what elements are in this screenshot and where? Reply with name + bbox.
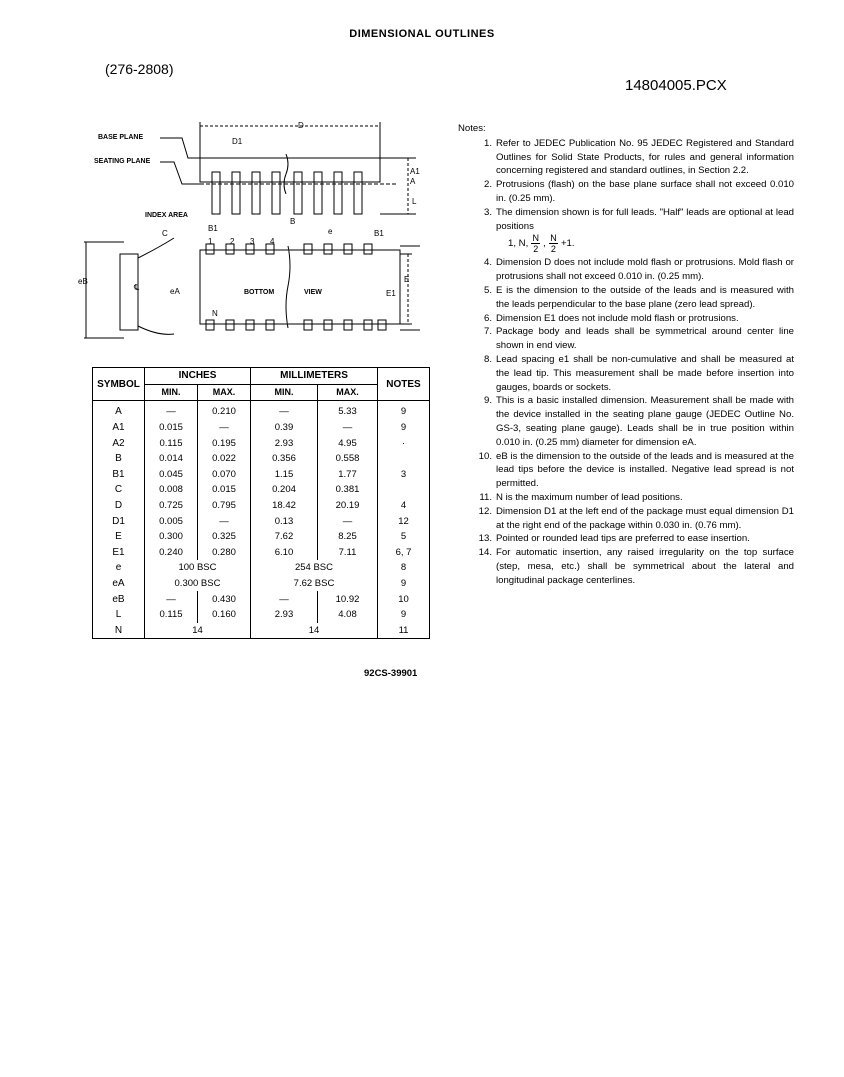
note-text: Package body and leads shall be symmetrical around center line shown in end view. bbox=[496, 326, 794, 352]
note-item bbox=[458, 256, 794, 284]
inches-max-cell: 0.015 bbox=[198, 482, 251, 498]
header-mm-max: MAX. bbox=[318, 384, 378, 401]
table-row bbox=[93, 623, 430, 639]
note-text: Dimension D does not include mold flash or protrusions. Mold flash or protrusions shall not exceed 0.010 in. (0.25 mm). bbox=[496, 257, 794, 283]
table-row bbox=[93, 529, 430, 545]
mm-max-cell: 5.33 bbox=[318, 401, 378, 420]
note-item bbox=[458, 532, 794, 546]
note-text: N is the maximum number of lead positions. bbox=[496, 491, 683, 503]
mm-max-cell: 7.11 bbox=[318, 545, 378, 561]
header-notes: NOTES bbox=[378, 368, 430, 401]
note-number: 7. bbox=[483, 326, 492, 338]
notes-cell: 3 bbox=[378, 467, 430, 483]
notes-cell bbox=[378, 451, 430, 467]
inches-max-cell: 0.022 bbox=[198, 451, 251, 467]
note-number: 5. bbox=[483, 284, 492, 296]
note-item bbox=[458, 353, 794, 394]
note-number: 14. bbox=[478, 547, 492, 559]
mm-min-cell: — bbox=[251, 401, 318, 420]
notes-cell: 12 bbox=[378, 513, 430, 529]
label-c: C bbox=[162, 229, 168, 238]
table-row bbox=[93, 545, 430, 561]
note-item bbox=[458, 284, 794, 312]
notes-cell: 4 bbox=[378, 498, 430, 514]
table-row bbox=[93, 607, 430, 623]
label-d1: D1 bbox=[232, 137, 243, 146]
mm-max-cell: 1.77 bbox=[318, 467, 378, 483]
header-millimeters: MILLIMETERS bbox=[251, 368, 378, 385]
label-seating-plane: SEATING PLANE bbox=[94, 158, 151, 165]
mm-min-cell: 1.15 bbox=[251, 467, 318, 483]
note-text: eB is the dimension to the outside of the leads and is measured at the lead tips before the device is installed. Negative lead spread is not permitted. bbox=[496, 450, 794, 490]
symbol-cell: eA bbox=[93, 576, 145, 592]
note-number: 13. bbox=[478, 533, 492, 545]
break-mark-bottom bbox=[286, 246, 290, 328]
note-number: 2. bbox=[483, 179, 492, 191]
note-number: 11. bbox=[479, 491, 492, 503]
inches-max-cell: 0.280 bbox=[198, 545, 251, 561]
inches-max-cell: 0.795 bbox=[198, 498, 251, 514]
end-view-body bbox=[120, 254, 138, 330]
fraction-denominator: 2 bbox=[533, 244, 539, 255]
label-l: L bbox=[412, 197, 417, 206]
end-view-lead-bottom bbox=[138, 326, 174, 334]
inches-min-cell: 0.115 bbox=[145, 435, 198, 451]
label-ea: eA bbox=[170, 287, 180, 296]
inches-min-cell: 0.014 bbox=[145, 451, 198, 467]
formula-suffix: +1. bbox=[560, 237, 575, 249]
label-a: A bbox=[410, 177, 416, 186]
inches-min-cell: 0.005 bbox=[145, 513, 198, 529]
label-bottom: BOTTOM bbox=[244, 289, 275, 296]
table-row bbox=[93, 560, 430, 576]
notes-heading: Notes: bbox=[458, 123, 486, 134]
inches-max-cell: 0.195 bbox=[198, 435, 251, 451]
table-row bbox=[93, 435, 430, 451]
notes-cell bbox=[378, 482, 430, 498]
note-text: Lead spacing e1 shall be non-cumulative and shall be measured at the lead tip. This measurement shall be made before insertion into gauges, boards or sockets. bbox=[496, 353, 794, 393]
note-text: Dimension D1 at the left end of the package must equal dimension D1 at the right end of the package within 0.030 in. (0.76 mm). bbox=[496, 505, 794, 531]
inches-max-cell: 0.210 bbox=[198, 401, 251, 420]
notes-cell: 9 bbox=[378, 576, 430, 592]
table-row bbox=[93, 513, 430, 529]
notes-cell: 5 bbox=[378, 529, 430, 545]
symbol-cell: L bbox=[93, 607, 145, 623]
inches-min-cell: 0.240 bbox=[145, 545, 198, 561]
label-e-small: e bbox=[328, 227, 333, 236]
formula-fraction-2 bbox=[549, 233, 558, 254]
mm-max-cell: 8.25 bbox=[318, 529, 378, 545]
pin-label-1: 1 bbox=[208, 237, 213, 246]
header-mm-min: MIN. bbox=[251, 384, 318, 401]
notes-cell: 9 bbox=[378, 401, 430, 420]
fraction-numerator: N bbox=[550, 233, 557, 244]
mm-max-cell: — bbox=[318, 513, 378, 529]
label-b1-left: B1 bbox=[208, 224, 218, 233]
label-e1: E1 bbox=[386, 289, 396, 298]
label-n: N bbox=[212, 309, 218, 318]
inches-min-cell: 0.115 bbox=[145, 607, 198, 623]
file-name: 14804005.PCX bbox=[625, 77, 727, 94]
inches-max-cell: — bbox=[198, 420, 251, 436]
note-text: E is the dimension to the outside of the leads and is measured with the leads perpendicular to the base plane (zero lead spread). bbox=[496, 284, 794, 310]
note-number: 9. bbox=[483, 395, 492, 407]
notes-list bbox=[458, 137, 794, 588]
label-a1: A1 bbox=[410, 167, 420, 176]
symbol-cell: e bbox=[93, 560, 145, 576]
symbol-cell: C bbox=[93, 482, 145, 498]
note-formula: 1, N, $\frac{N}{2}$ , $\frac{N}{2}$ +1. bbox=[508, 233, 575, 255]
label-b1-right: B1 bbox=[374, 229, 384, 238]
end-view-lead-top bbox=[138, 238, 174, 258]
note-number: 12. bbox=[478, 505, 492, 517]
notes-cell: 8 bbox=[378, 560, 430, 576]
inches-min-cell: 0.008 bbox=[145, 482, 198, 498]
note-text: For automatic insertion, any raised irregularity on the top surface (step, mesa, etc.) shall be symmetrical about the lateral and longitudinal package centerlines. bbox=[496, 547, 794, 586]
label-e-big: E bbox=[404, 275, 410, 284]
note-item bbox=[458, 325, 794, 353]
table-row bbox=[93, 420, 430, 436]
note-number: 1. bbox=[483, 137, 492, 149]
label-view: VIEW bbox=[304, 289, 322, 296]
label-d: D bbox=[298, 121, 304, 130]
note-text: Pointed or rounded lead tips are preferred to ease insertion. bbox=[496, 533, 750, 545]
dimension-table bbox=[92, 367, 430, 639]
symbol-cell: D bbox=[93, 498, 145, 514]
note-text: This is a basic installed dimension. Measurement shall be made with the device installed in the seating plane gauge (JEDEC Outline No. GS-3, seating plane gauge). Leads shall be in true position within 0.010 in. (0.25 mm) diameter for dimension eA. bbox=[496, 395, 794, 448]
part-number: (276-2808) bbox=[105, 61, 174, 77]
table-row bbox=[93, 467, 430, 483]
mm-max-cell: 4.95 bbox=[318, 435, 378, 451]
note-item bbox=[458, 206, 794, 234]
notes-cell: · bbox=[378, 435, 430, 451]
symbol-cell: E1 bbox=[93, 545, 145, 561]
mm-min-cell: — bbox=[251, 591, 318, 607]
header-inches-max: MAX. bbox=[198, 384, 251, 401]
symbol-cell: N bbox=[93, 623, 145, 639]
fraction-denominator: 2 bbox=[550, 244, 556, 255]
base-plane-leader bbox=[160, 138, 200, 158]
inches-value-cell: 14 bbox=[145, 623, 251, 639]
figure-code: 92CS-39901 bbox=[364, 668, 418, 679]
label-base-plane: BASE PLANE bbox=[98, 134, 144, 141]
note-item bbox=[458, 450, 794, 491]
symbol-cell: A bbox=[93, 401, 145, 420]
pin-label-2: 2 bbox=[230, 237, 235, 246]
note-text: Dimension E1 does not include mold flash or protrusions. bbox=[496, 312, 739, 324]
mm-min-cell: 2.93 bbox=[251, 435, 318, 451]
mm-min-cell: 7.62 bbox=[251, 529, 318, 545]
symbol-cell: A2 bbox=[93, 435, 145, 451]
mm-max-cell: 0.558 bbox=[318, 451, 378, 467]
inches-min-cell: — bbox=[145, 591, 198, 607]
label-eb: eB bbox=[78, 277, 88, 286]
note-text: Refer to JEDEC Publication No. 95 JEDEC Registered and Standard Outlines for Solid State Products, for rules and general information concerning registered and standard outlines, in Section 2.2. bbox=[496, 137, 794, 177]
symbol-cell: eB bbox=[93, 591, 145, 607]
inches-max-cell: — bbox=[198, 513, 251, 529]
note-item bbox=[458, 505, 794, 533]
inches-value-cell: 0.300 BSC bbox=[145, 576, 251, 592]
mm-min-cell: 0.204 bbox=[251, 482, 318, 498]
note-number: 4. bbox=[483, 257, 492, 269]
package-outline-drawing bbox=[78, 118, 420, 350]
symbol-cell: D1 bbox=[93, 513, 145, 529]
inches-max-cell: 0.160 bbox=[198, 607, 251, 623]
table-row bbox=[93, 482, 430, 498]
side-view-leads bbox=[212, 172, 362, 214]
mm-value-cell: 254 BSC bbox=[251, 560, 378, 576]
note-item bbox=[458, 394, 794, 449]
note-item bbox=[458, 491, 794, 505]
side-view-body bbox=[200, 158, 380, 182]
inches-min-cell: 0.725 bbox=[145, 498, 198, 514]
notes-cell: 11 bbox=[378, 623, 430, 639]
mm-max-cell: 4.08 bbox=[318, 607, 378, 623]
mm-min-cell: 6.10 bbox=[251, 545, 318, 561]
inches-max-cell: 0.070 bbox=[198, 467, 251, 483]
symbol-cell: B bbox=[93, 451, 145, 467]
table-row bbox=[93, 591, 430, 607]
mm-max-cell: 20.19 bbox=[318, 498, 378, 514]
break-mark-top bbox=[284, 154, 288, 194]
label-b: B bbox=[290, 217, 296, 226]
mm-min-cell: 0.356 bbox=[251, 451, 318, 467]
label-centerline: ℄ bbox=[134, 283, 140, 292]
symbol-cell: A1 bbox=[93, 420, 145, 436]
inches-max-cell: 0.325 bbox=[198, 529, 251, 545]
mm-min-cell: 2.93 bbox=[251, 607, 318, 623]
notes-cell: 6, 7 bbox=[378, 545, 430, 561]
note-number: 6. bbox=[483, 312, 492, 324]
page-title: DIMENSIONAL OUTLINES bbox=[349, 28, 495, 40]
mm-max-cell: — bbox=[318, 420, 378, 436]
inches-min-cell: 0.300 bbox=[145, 529, 198, 545]
inches-value-cell: 100 BSC bbox=[145, 560, 251, 576]
notes-section bbox=[458, 122, 794, 588]
header-inches-min: MIN. bbox=[145, 384, 198, 401]
table-row bbox=[93, 576, 430, 592]
fraction-numerator: N bbox=[532, 233, 540, 244]
inches-min-cell: — bbox=[145, 401, 198, 420]
note-number: 8. bbox=[483, 353, 492, 365]
inches-max-cell: 0.430 bbox=[198, 591, 251, 607]
inches-min-cell: 0.015 bbox=[145, 420, 198, 436]
note-number: 10. bbox=[478, 450, 492, 462]
inches-min-cell: 0.045 bbox=[145, 467, 198, 483]
pin-label-4: 4 bbox=[270, 237, 275, 246]
notes-cell: 10 bbox=[378, 591, 430, 607]
table-row bbox=[93, 451, 430, 467]
note-item bbox=[458, 178, 794, 206]
mm-min-cell: 0.39 bbox=[251, 420, 318, 436]
note-number: 3. bbox=[483, 206, 492, 218]
mm-value-cell: 7.62 BSC bbox=[251, 576, 378, 592]
table-row bbox=[93, 401, 430, 420]
pin-label-3: 3 bbox=[250, 237, 255, 246]
mm-max-cell: 10.92 bbox=[318, 591, 378, 607]
notes-cell: 9 bbox=[378, 607, 430, 623]
mm-max-cell: 0.381 bbox=[318, 482, 378, 498]
note-text: The dimension shown is for full leads. "Half" leads are optional at lead positions bbox=[496, 206, 794, 232]
note-item bbox=[458, 312, 794, 326]
header-inches: INCHES bbox=[145, 368, 251, 385]
formula-prefix: 1, N, bbox=[508, 237, 529, 249]
notes-cell: 9 bbox=[378, 420, 430, 436]
formula-fraction-1 bbox=[531, 233, 540, 254]
mm-min-cell: 0.13 bbox=[251, 513, 318, 529]
mm-value-cell: 14 bbox=[251, 623, 378, 639]
bottom-view-body bbox=[200, 250, 400, 324]
symbol-cell: E bbox=[93, 529, 145, 545]
note-text: Protrusions (flash) on the base plane surface shall not exceed 0.010 in. (0.25 mm). bbox=[496, 179, 794, 204]
header-symbol: SYMBOL bbox=[93, 368, 145, 401]
note-item bbox=[458, 546, 794, 587]
mm-min-cell: 18.42 bbox=[251, 498, 318, 514]
table-row bbox=[93, 498, 430, 514]
symbol-cell: B1 bbox=[93, 467, 145, 483]
bottom-view-leads bbox=[206, 244, 386, 330]
label-index-area: INDEX AREA bbox=[145, 212, 188, 219]
seating-plane-leader bbox=[160, 162, 200, 184]
note-item bbox=[458, 137, 794, 178]
